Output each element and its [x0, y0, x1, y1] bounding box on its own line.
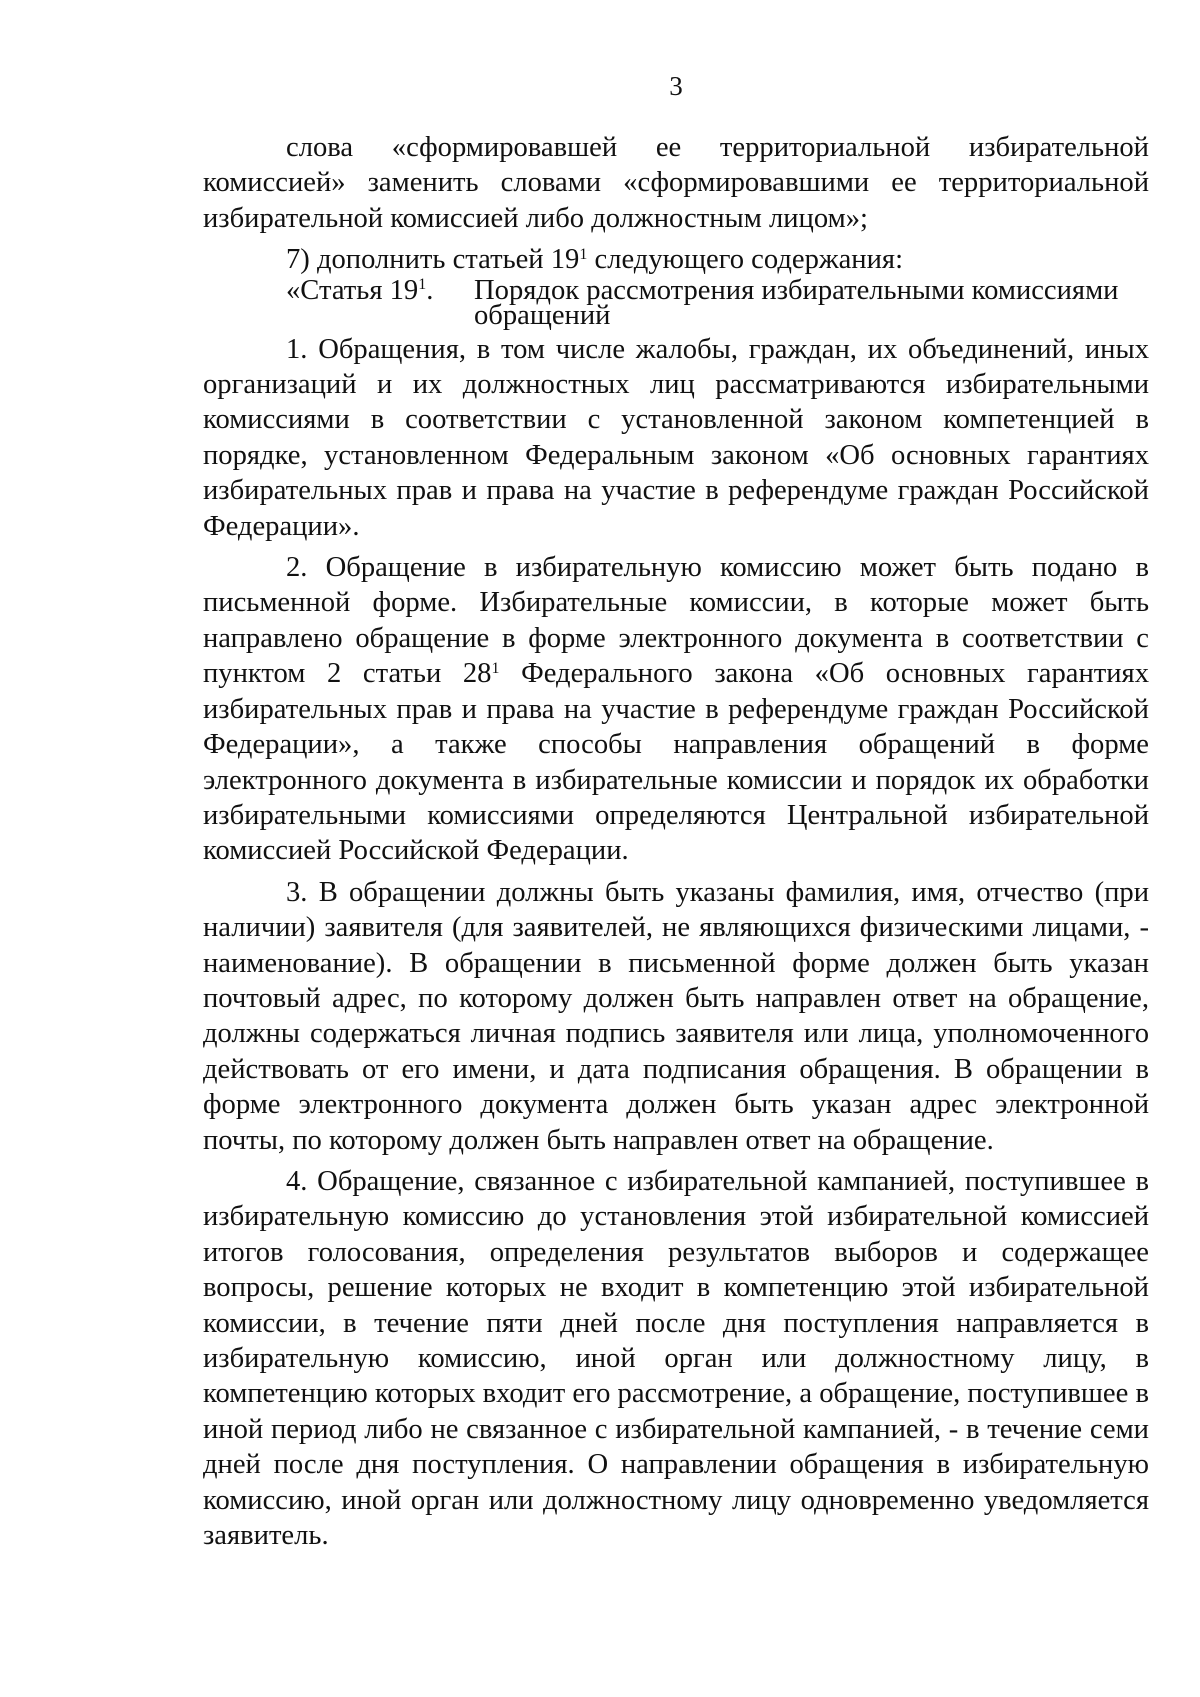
- paragraph-2: [203, 550, 1149, 869]
- paragraph-3: 3. В обращении должны быть указаны фамилия, имя, отчество (при наличии) заявителя (для заявителей, не являющихся физическими лицами, - наименование). В обращении в письменной форме должен быть указан почтовый адрес, по которому должен быть направлен ответ на обращение, должны содержаться личная подпись заявителя или лица, уполномоченного действовать от его имени, и дата подписания обращения. В обращении в форме электронного документа должен быть указан адрес электронной почты, по которому должен быть направлен ответ на обращение.: [203, 876, 1149, 1156]
- amendment-item-7-tail: следующего содержания:: [587, 244, 904, 276]
- superscript-index: 1: [579, 245, 588, 263]
- paragraph-4: 4. Обращение, связанное с избирательной кампанией, поступившее в избирательную комиссию до установления этой избирательной комиссией итогов голосования, определения результатов выборов и содержащее вопросы, решение которых не входит в компетенцию этой избирательной комиссии, в течение пяти дней после дня поступления направляется в избирательную комиссию, иной орган или должностному лицу, в компетенцию которых входит его рассмотрение, а обращение, поступившее в иной период либо не связанное с избирательной кампанией, - в течение семи дней после дня поступления. О направлении обращения в избирательную комиссию, иной орган или должностному лицу одновременно уведомляется заявитель.: [203, 1165, 1149, 1552]
- amendment-item-7-text: 7) дополнить статьей 19: [286, 244, 580, 276]
- article-label-superscript: 1: [418, 276, 427, 294]
- amendment-continuation: слова «сформировавшей ее территориальной избирательной комиссией» заменить словами «сформировавшими ее территориальной избирательной комиссией либо должностным лицом»;: [203, 132, 1149, 234]
- amendment-item-7: [203, 242, 1149, 277]
- article-title: Порядок рассмотрения избирательными комиссиями обращений: [474, 274, 1119, 331]
- document-body: [203, 130, 1149, 1553]
- article-label-suffix: .: [426, 274, 434, 306]
- superscript-index: 1: [491, 659, 500, 677]
- paragraph-2-tail: Федерального закона «Об основных гарантиях избирательных прав и права на участие в референдуме граждан Российской Федерации», а также способы направления обращений в форме электронного документа в избирательные комиссии и порядок их обработки избирательными комиссиями определяются Центральной избирательной комиссией Российской Федерации.: [203, 658, 1150, 867]
- article-label-prefix: «Статья 19: [286, 274, 419, 306]
- page-number: 3: [669, 71, 683, 101]
- article-label: [286, 274, 474, 328]
- paragraph-2-text: 2. Обращение в избирательную комиссию может быть подано в письменной форме. Избирательные комиссии, в которые может быть направлено обращение в форме электронного документа в соответствии с пунктом 2 статьи 28: [203, 552, 1149, 690]
- article-heading: [203, 274, 1149, 331]
- paragraph-1: 1. Обращения, в том числе жалобы, граждан, их объединений, иных организаций и их должностных лиц рассматриваются избирательными комиссиями в соответствии с установленной законом компетенцией в порядке, установленном Федеральным законом «Об основных гарантиях избирательных прав и права на участие в референдуме граждан Российской Федерации».: [203, 333, 1149, 542]
